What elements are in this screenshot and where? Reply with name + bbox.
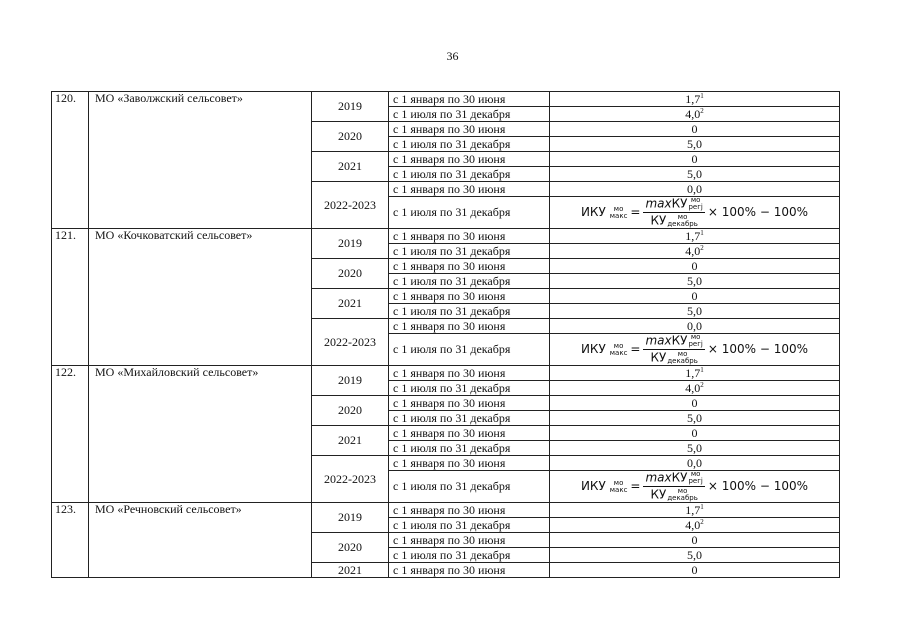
formula-num: КУ: [671, 196, 688, 211]
value-cell: [550, 366, 840, 381]
formula-den-sup: мо: [677, 487, 688, 495]
value-text: 1,7: [685, 228, 701, 243]
formula-den-sup: мо: [677, 213, 688, 221]
year-cell: 2021: [312, 426, 389, 456]
value-cell: [550, 274, 840, 289]
formula-num: КУ: [671, 333, 688, 348]
formula-equals: =: [630, 205, 641, 219]
max-increase-formula: [581, 471, 808, 502]
period-cell: с 1 января по 30 июня: [389, 533, 550, 548]
value-cell: [550, 107, 840, 122]
value-text: 0: [691, 562, 698, 577]
formula-den: КУ: [650, 350, 667, 365]
formula-num: КУ: [671, 470, 688, 485]
value-cell: [550, 259, 840, 274]
period-cell: с 1 января по 30 июня: [389, 122, 550, 137]
max-increase-formula: [581, 197, 808, 228]
municipality-name: МО «Заволжский сельсовет»: [89, 92, 312, 229]
table-row: [52, 366, 840, 381]
formula-num-sup: мо: [690, 196, 701, 204]
value-text: 5,0: [687, 547, 702, 562]
formula-num-sup: мо: [690, 470, 701, 478]
formula-lhs-sup: мо: [613, 204, 624, 213]
year-cell: 2022-2023: [312, 456, 389, 503]
value-text: 1,7: [685, 502, 701, 517]
value-text: 4,0: [685, 517, 701, 532]
value-text: 0,0: [687, 318, 702, 333]
year-cell: 2021: [312, 563, 389, 578]
period-cell: с 1 июля по 31 декабря: [389, 411, 550, 426]
period-cell: с 1 июля по 31 декабря: [389, 107, 550, 122]
footnote-mark: 2: [700, 106, 704, 115]
max-increase-formula: [581, 334, 808, 365]
municipality-name: МО «Михайловский сельсовет»: [89, 366, 312, 503]
year-cell: 2019: [312, 366, 389, 396]
value-cell: [550, 548, 840, 563]
value-cell: [550, 167, 840, 182]
formula-den: КУ: [650, 487, 667, 502]
table-row: [52, 92, 840, 107]
formula-tail: × 100% − 100%: [707, 205, 809, 219]
period-cell: с 1 июля по 31 декабря: [389, 167, 550, 182]
formula-den-sub: декабрь: [667, 220, 698, 228]
year-cell: 2020: [312, 259, 389, 289]
value-cell: [550, 441, 840, 456]
page-number: 36: [446, 49, 459, 63]
value-cell: [550, 137, 840, 152]
value-cell: [550, 518, 840, 533]
period-cell: с 1 июля по 31 декабря: [389, 274, 550, 289]
period-cell: с 1 января по 30 июня: [389, 229, 550, 244]
formula-num-sub: регj: [688, 477, 703, 485]
period-cell: с 1 июля по 31 декабря: [389, 381, 550, 396]
value-text: 0: [691, 151, 698, 166]
period-cell: с 1 июля по 31 декабря: [389, 471, 550, 503]
footnote-mark: 1: [700, 91, 704, 100]
value-cell: [550, 122, 840, 137]
formula-tail: × 100% − 100%: [707, 479, 809, 493]
period-cell: с 1 июля по 31 декабря: [389, 518, 550, 533]
year-cell: 2021: [312, 152, 389, 182]
period-cell: с 1 июля по 31 декабря: [389, 137, 550, 152]
formula-max: max: [645, 196, 672, 211]
value-text: 0,0: [687, 181, 702, 196]
period-cell: с 1 января по 30 июня: [389, 503, 550, 518]
table-row: [52, 229, 840, 244]
value-cell: [550, 289, 840, 304]
period-cell: с 1 июля по 31 декабря: [389, 197, 550, 229]
value-cell: [550, 244, 840, 259]
row-number: 121.: [52, 229, 89, 366]
value-text: 5,0: [687, 166, 702, 181]
period-cell: с 1 июля по 31 декабря: [389, 441, 550, 456]
period-cell: с 1 января по 30 июня: [389, 426, 550, 441]
period-cell: с 1 июля по 31 декабря: [389, 244, 550, 259]
value-text: 0: [691, 395, 698, 410]
formula-cell: [550, 197, 840, 229]
value-cell: [550, 381, 840, 396]
formula-cell: [550, 334, 840, 366]
period-cell: с 1 июля по 31 декабря: [389, 304, 550, 319]
value-text: 0: [691, 258, 698, 273]
formula-fraction: [643, 471, 704, 502]
municipality-name: МО «Кочковатский сельсовет»: [89, 229, 312, 366]
formula-lhs: ИКУ: [580, 205, 606, 219]
value-cell: [550, 182, 840, 197]
formula-num-sub: регj: [688, 203, 703, 211]
row-number: 122.: [52, 366, 89, 503]
formula-max: max: [645, 470, 672, 485]
value-cell: [550, 319, 840, 334]
value-text: 0: [691, 532, 698, 547]
period-cell: с 1 января по 30 июня: [389, 319, 550, 334]
value-text: 0: [691, 425, 698, 440]
formula-cell: [550, 471, 840, 503]
value-text: 0: [691, 288, 698, 303]
year-cell: 2022-2023: [312, 182, 389, 229]
period-cell: с 1 января по 30 июня: [389, 456, 550, 471]
value-text: 4,0: [685, 243, 701, 258]
period-cell: с 1 января по 30 июня: [389, 92, 550, 107]
value-text: 4,0: [685, 106, 701, 121]
formula-lhs-sub: макс: [609, 211, 628, 220]
value-cell: [550, 533, 840, 548]
value-text: 5,0: [687, 410, 702, 425]
year-cell: 2020: [312, 533, 389, 563]
formula-lhs-sup: мо: [613, 341, 624, 350]
year-cell: 2020: [312, 396, 389, 426]
value-cell: [550, 304, 840, 319]
value-text: 0,0: [687, 455, 702, 470]
value-text: 1,7: [685, 365, 701, 380]
tariff-table: [51, 91, 840, 578]
formula-lhs: ИКУ: [580, 342, 606, 356]
value-cell: [550, 411, 840, 426]
value-text: 1,7: [685, 91, 701, 106]
row-number: 120.: [52, 92, 89, 229]
formula-num-sup: мо: [690, 333, 701, 341]
formula-den-sub: декабрь: [667, 357, 698, 365]
value-cell: [550, 396, 840, 411]
footnote-mark: 2: [700, 517, 704, 526]
footnote-mark: 2: [700, 380, 704, 389]
value-cell: [550, 456, 840, 471]
value-text: 5,0: [687, 136, 702, 151]
year-cell: 2019: [312, 92, 389, 122]
value-cell: [550, 426, 840, 441]
period-cell: с 1 января по 30 июня: [389, 563, 550, 578]
period-cell: с 1 января по 30 июня: [389, 366, 550, 381]
period-cell: с 1 января по 30 июня: [389, 396, 550, 411]
formula-den: КУ: [650, 213, 667, 228]
value-text: 5,0: [687, 440, 702, 455]
formula-den-sup: мо: [677, 350, 688, 358]
formula-lhs: ИКУ: [580, 479, 606, 493]
year-cell: 2020: [312, 122, 389, 152]
formula-equals: =: [630, 342, 641, 356]
formula-num-sub: регj: [688, 340, 703, 348]
period-cell: с 1 января по 30 июня: [389, 259, 550, 274]
formula-fraction: [643, 334, 704, 365]
year-cell: 2022-2023: [312, 319, 389, 366]
value-text: 5,0: [687, 273, 702, 288]
footnote-mark: 1: [700, 365, 704, 374]
value-text: 4,0: [685, 380, 701, 395]
period-cell: с 1 июля по 31 декабря: [389, 548, 550, 563]
formula-lhs-sub: макс: [609, 348, 628, 357]
footnote-mark: 1: [700, 502, 704, 511]
value-cell: [550, 152, 840, 167]
value-cell: [550, 503, 840, 518]
year-cell: 2021: [312, 289, 389, 319]
period-cell: с 1 января по 30 июня: [389, 289, 550, 304]
year-cell: 2019: [312, 229, 389, 259]
value-text: 0: [691, 121, 698, 136]
formula-lhs-sub: макс: [609, 485, 628, 494]
formula-max: max: [645, 333, 672, 348]
period-cell: с 1 января по 30 июня: [389, 182, 550, 197]
value-cell: [550, 229, 840, 244]
period-cell: с 1 января по 30 июня: [389, 152, 550, 167]
value-text: 5,0: [687, 303, 702, 318]
period-cell: с 1 июля по 31 декабря: [389, 334, 550, 366]
row-number: 123.: [52, 503, 89, 578]
value-cell: [550, 92, 840, 107]
footnote-mark: 1: [700, 228, 704, 237]
formula-den-sub: декабрь: [667, 494, 698, 502]
formula-fraction: [643, 197, 704, 228]
formula-equals: =: [630, 479, 641, 493]
footnote-mark: 2: [700, 243, 704, 252]
formula-tail: × 100% − 100%: [707, 342, 809, 356]
municipality-name: МО «Речновский сельсовет»: [89, 503, 312, 578]
table-row: [52, 503, 840, 518]
year-cell: 2019: [312, 503, 389, 533]
value-cell: [550, 563, 840, 578]
formula-lhs-sup: мо: [613, 478, 624, 487]
